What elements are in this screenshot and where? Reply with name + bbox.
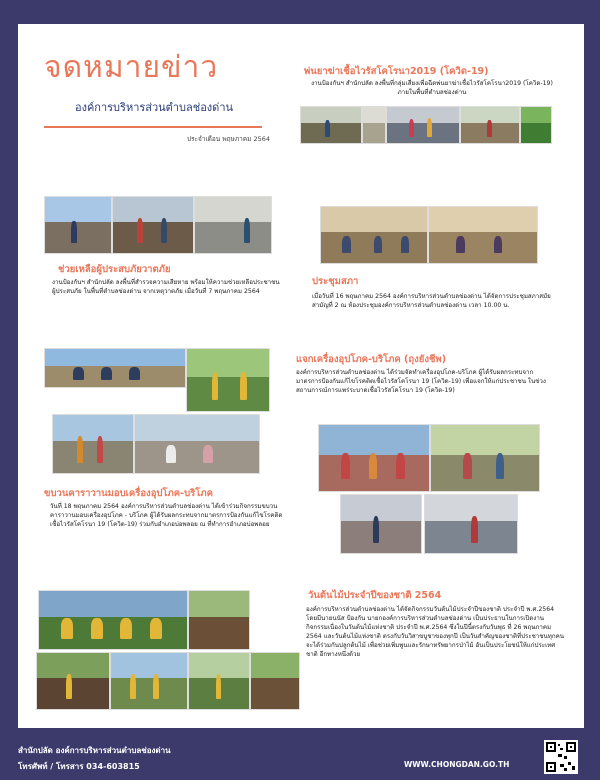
- photo-tree-day-4: [110, 652, 188, 710]
- issue-date: ประจำเดือน พฤษภาคม 2564: [186, 135, 270, 143]
- photo-tree-day-1: [38, 590, 188, 650]
- article-title-meeting: ประชุมสภา: [312, 276, 359, 287]
- photo-caravan-4: [134, 414, 260, 474]
- article-body-storm: งานป้องกันฯ สำนักปลัด ลงพื้นที่สำรวจความเสียหาย พร้อมให้ความช่วยเหลือประชาชนผู้ประสบภัย ในพื้นที่ตำบลช่องด่าน จากเหตุวาตภัย เมื่อวันที่ 7 พฤษภาคม 2564: [52, 279, 280, 295]
- article-title-survival-bags: แจกเครื่องอุปโภค-บริโภค (ถุงยังชีพ): [296, 354, 447, 365]
- photo-survival-bags-4: [424, 494, 518, 554]
- footer-office: สำนักปลัด องค์การบริหารส่วนตำบลช่องด่าน: [18, 746, 171, 755]
- article-title-caravan: ขบวนคาราวานมอบเครื่องอุปโภค-บริโภค: [44, 488, 213, 499]
- photo-tree-day-3: [36, 652, 110, 710]
- photo-survival-bags-3: [340, 494, 422, 554]
- photo-meeting-1: [320, 206, 428, 264]
- photo-spraying-3: [386, 106, 460, 144]
- photo-caravan-2: [186, 348, 270, 412]
- photo-spraying-2: [362, 106, 386, 144]
- photo-caravan-3: [52, 414, 134, 474]
- photo-caravan-1: [44, 348, 186, 388]
- photo-survival-bags-2: [430, 424, 540, 492]
- article-body-spraying: งานป้องกันฯ สำนักปลัด ลงพื้นที่กลุ่มเสี่ยงเพื่อฉีดพ่นยาฆ่าเชื้อไวรัสโคโรนา2019 (โควิด-19) ภายในพื้นที่ตำบลช่องด่าน: [311, 80, 553, 96]
- photo-spraying-4: [460, 106, 520, 144]
- photo-storm-1: [44, 196, 112, 254]
- photo-tree-day-6: [250, 652, 300, 710]
- article-title-spraying: พ่นยาฆ่าเชื้อไวรัสโคโรนา2019 (โควิด-19): [304, 66, 489, 77]
- photo-spraying-5: [520, 106, 552, 144]
- article-title-tree-day: วันต้นไม้ประจำปีของชาติ 2564: [308, 590, 442, 601]
- article-title-storm: ช่วยเหลือผู้ประสบภัยวาตภัย: [58, 264, 171, 275]
- article-body-tree-day: องค์การบริหารส่วนตำบลช่องด่าน ได้จัดกิจกรรมวันต้นไม้ประจำปีของชาติ ประจำปี พ.ศ.2564 โดยมีนายนนัส ป้องกัน นายกองค์การบริหารส่วนตำบลช่องด่าน เป็นประธานในการเปิดงาน กิจกรรมเนื่องในวันต้นไม้แห่งชาติ ประจำปี พ.ศ.2564 ซึ่งในปีนี้ตรงกับวันพุธ ที่ 26 พฤษภาคม 2564 และวันต้นไม้แห่งชาติ ตรงกับวันวิสาขบูชาของทุกปี เป็นวันสำคัญของชาติที่ประชาชนทุกคน จะได้ร่วมกันปลูกต้นไม้ เพื่อช่วยเพิ่มพูนและรักษาทรัพยากรป่าไม้ อันเป็นประโยชน์ให้แก่ประเทศชาติ อีกทางหนึ่งด้วย: [306, 606, 564, 658]
- photo-tree-day-2: [188, 590, 250, 650]
- photo-meeting-2: [428, 206, 538, 264]
- title-divider: [44, 126, 262, 128]
- photo-survival-bags-1: [318, 424, 430, 492]
- photo-spraying-1: [300, 106, 362, 144]
- article-body-survival-bags: องค์การบริหารส่วนตำบลช่องด่าน ได้ร่วมจัดทำเครื่องอุปโภค-บริโภค ผู้ได้รับผลกระทบจากมาตรการป้องกันแก้ไขโรคติดเชื้อไวรัสโคโรนา 19 (โควิด-19) เพื่อแจกให้แก่ประชาชน ในช่วงสถานการณ์การแพร่ระบาดเชื้อไวรัสโคโรนา 19 (โควิด-19): [296, 369, 546, 394]
- organization-name: องค์การบริหารส่วนตำบลช่องด่าน: [74, 101, 234, 114]
- newsletter-title: จดหมายข่าว: [44, 50, 219, 85]
- photo-tree-day-5: [188, 652, 250, 710]
- footer-phone: โทรศัพท์ / โทรสาร 034-603815: [18, 762, 140, 771]
- footer-website[interactable]: WWW.CHONGDAN.GO.TH: [404, 760, 510, 769]
- photo-storm-2: [112, 196, 194, 254]
- article-body-meeting: เมื่อวันที่ 16 พฤษภาคม 2564 องค์การบริหารส่วนตำบลช่องด่าน ได้จัดการประชุมสภาสมัยสามัญที่ 2 ณ ห้องประชุมองค์การบริหารส่วนตำบลช่องด่าน เวลา 10.00 น.: [312, 293, 551, 309]
- qr-code-icon: [544, 740, 578, 774]
- article-body-caravan: วันที่ 18 พฤษภาคม 2564 องค์การบริหารส่วนตำบลช่องด่าน ได้เข้าร่วมกิจกรรมขบวนคาราวานมอบเครื่องอุปโภค - บริโภค ผู้ได้รับผลกระทบจากมาตรการป้องกันแก้ไขโรคติดเชื้อไวรัสโคโรนา 19 (โควิด-19) ร่วมกับอำเภอบ่อพลอย ณ ที่ทำการอำเภอบ่อพลอย: [50, 503, 283, 528]
- photo-storm-3: [194, 196, 272, 254]
